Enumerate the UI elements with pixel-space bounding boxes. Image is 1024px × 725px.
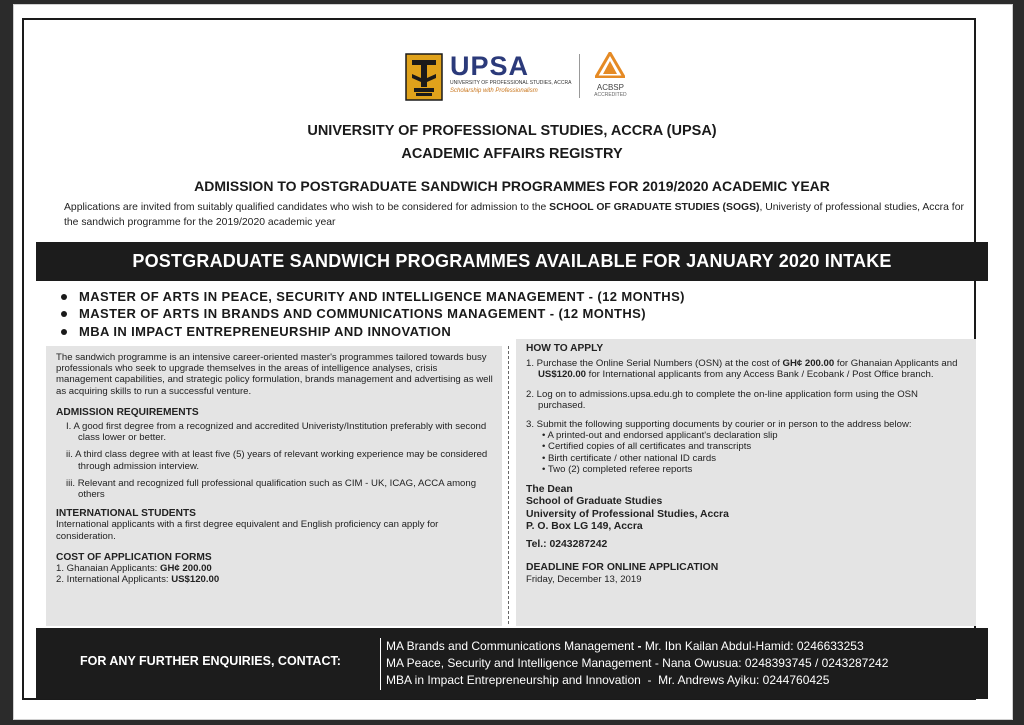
step1-text-c: for International applicants from any Access Bank / Ecobank / Post Office branch. <box>586 369 934 381</box>
upsa-wordmark <box>450 52 571 95</box>
upsa-tagline: Scholarship with Professionalism <box>450 88 538 94</box>
programme-list <box>58 288 685 340</box>
programme-label: MBA IN IMPACT ENTREPRENEURSHIP AND INNOVATION <box>79 323 452 339</box>
enquiries-footer <box>36 628 988 699</box>
intro-text-end: , Univeristy of professional studies, Accra for the sandwich programme for the 2019/2020 academic year <box>64 202 964 228</box>
how-to-apply-title: HOW TO APPLY <box>526 343 604 354</box>
admission-requirements-title: ADMISSION REQUIREMENTS <box>56 406 199 418</box>
contact-person: Mr. Andrews Ayiku: 0244760425 <box>658 673 830 687</box>
cost-ghana <box>56 563 494 574</box>
registry-heading: ACADEMIC AFFAIRS REGISTRY <box>401 146 623 162</box>
document-item: • A printed-out and endorsed applicant's declaration slip <box>542 430 778 442</box>
requirement-item: I. A good first degree from a recognized and accredited Univeristy/Institution preferably with second class lower or better. <box>66 421 487 444</box>
requirements-list <box>56 421 494 500</box>
programme-label: MASTER OF ARTS IN BRANDS AND COMMUNICATIONS MANAGEMENT - (12 MONTHS) <box>79 306 646 322</box>
contact-separator: - <box>640 673 659 687</box>
programme-item <box>58 323 685 340</box>
logo-row <box>404 52 632 106</box>
requirement-item: ii. A third class degree with at least five (5) years of relevant working experience may be considered through admission interview. <box>66 449 488 472</box>
contact-programme: MA Brands and Communications Management <box>386 639 635 653</box>
cost-intl-label: 2. International Applicants: <box>56 574 172 586</box>
contact-person: Mr. Ibn Kailan Abdul-Hamid: 0246633253 <box>644 639 864 653</box>
apply-steps <box>526 358 966 430</box>
how-to-apply-panel <box>516 339 976 626</box>
cost-title: COST OF APPLICATION FORMS <box>56 551 212 563</box>
acbsp-triangle-icon <box>595 52 625 78</box>
intro-school-name: SCHOOL OF GRADUATE STUDIES (SOGS) <box>549 202 760 213</box>
column-divider <box>508 346 509 624</box>
bullet-icon <box>61 294 67 300</box>
cost-ghana-value: GH¢ 200.00 <box>160 563 212 575</box>
address-line: The Dean <box>526 484 573 496</box>
requirement-item: iii. Relevant and recognized full professional qualification such as CIM - UK, ICAG, ACCA among others <box>66 477 477 501</box>
step1-text-a: 1. Purchase the Online Serial Numbers (OSN) at the cost of <box>526 358 783 370</box>
acbsp-logo <box>588 52 632 99</box>
programme-label: MASTER OF ARTS IN PEACE, SECURITY AND INTELLIGENCE MANAGEMENT - (12 MONTHS) <box>79 289 685 304</box>
upsa-full-name: UNIVERSITY OF PROFESSIONAL STUDIES, ACCRA <box>450 80 572 86</box>
address-line: School of Graduate Studies <box>526 496 663 508</box>
cost-international <box>56 574 494 585</box>
deadline-date: Friday, December 13, 2019 <box>526 573 642 585</box>
intro-text-start: Applications are invited from suitably qualified candidates who wish to be considered for admission to the <box>64 202 550 213</box>
documents-list <box>526 430 966 475</box>
acbsp-status: ACCREDITED <box>594 92 627 98</box>
programmes-banner: POSTGRADUATE SANDWICH PROGRAMMES AVAILABLE FOR JANUARY 2020 INTAKE <box>36 242 988 281</box>
international-students-text: International applicants with a first degree equivalent and English proficiency can apply for consideration. <box>56 519 439 542</box>
acbsp-name: ACBSP <box>596 83 624 92</box>
postal-address <box>526 484 966 533</box>
international-students-title: INTERNATIONAL STUDENTS <box>56 508 196 520</box>
programme-item <box>58 305 685 322</box>
bullet-icon <box>61 329 67 335</box>
admission-heading: ADMISSION TO POSTGRADUATE SANDWICH PROGRAMMES FOR 2019/2020 ACADEMIC YEAR <box>194 178 830 194</box>
footer-divider <box>380 638 381 690</box>
upsa-name: UPSA <box>450 51 530 81</box>
contact-person: Nana Owusua: 0248393745 / 0243287242 <box>662 656 889 670</box>
university-heading: UNIVERSITY OF PROFESSIONAL STUDIES, ACCRA (UPSA) <box>307 123 717 139</box>
contact-item <box>386 638 888 655</box>
programme-description: The sandwich programme is an intensive career-oriented master's programmes tailored towards busy professionals who seek to upgrade themselves in the areas of intelligence analyses, crisis management capabilities, and strategic policy formulation, brands management and advertising as well as acquiring skills to run a successful venture. <box>56 352 493 397</box>
address-line: University of Professional Studies, Accra <box>526 508 729 520</box>
contact-separator: - <box>634 639 645 653</box>
step1-usd: US$120.00 <box>538 369 587 381</box>
enquiries-label: FOR ANY FURTHER ENQUIRIES, CONTACT: <box>80 654 341 668</box>
contact-item <box>386 672 888 689</box>
step1-text-b: for Ghanaian Applicants and <box>834 358 958 370</box>
contact-item <box>386 655 888 672</box>
contact-programme: MA Peace, Security and Intelligence Management <box>386 656 652 670</box>
contact-programme: MBA in Impact Entrepreneurship and Innovation <box>386 673 641 687</box>
upsa-crest-logo <box>404 52 444 102</box>
cost-intl-value: US$120.00 <box>171 574 220 586</box>
telephone: Tel.: 0243287242 <box>526 539 608 551</box>
document-item: • Two (2) completed referee reports <box>542 463 693 475</box>
contact-list <box>386 638 888 689</box>
cost-ghana-label: 1. Ghanaian Applicants: <box>56 563 161 575</box>
programme-item <box>58 288 685 305</box>
logo-divider <box>579 54 580 98</box>
step1-ghs: GH¢ 200.00 <box>782 358 835 370</box>
document-item: • Birth certificate / other national ID cards <box>542 452 716 464</box>
contact-separator: - <box>651 656 663 670</box>
document-item: • Certified copies of all certificates and transcripts <box>542 441 752 453</box>
programme-details-panel <box>46 346 502 626</box>
intro-paragraph <box>64 201 964 230</box>
apply-step-3: 3. Submit the following supporting documents by courier or in person to the address below: <box>526 419 912 431</box>
apply-step-2: 2. Log on to admissions.upsa.edu.gh to complete the on-line application form using the OSN purchased. <box>526 388 918 411</box>
bullet-icon <box>61 311 67 317</box>
apply-step-1 <box>526 358 966 380</box>
deadline-title: DEADLINE FOR ONLINE APPLICATION <box>526 561 719 573</box>
address-line: P. O. Box LG 149, Accra <box>526 520 643 532</box>
